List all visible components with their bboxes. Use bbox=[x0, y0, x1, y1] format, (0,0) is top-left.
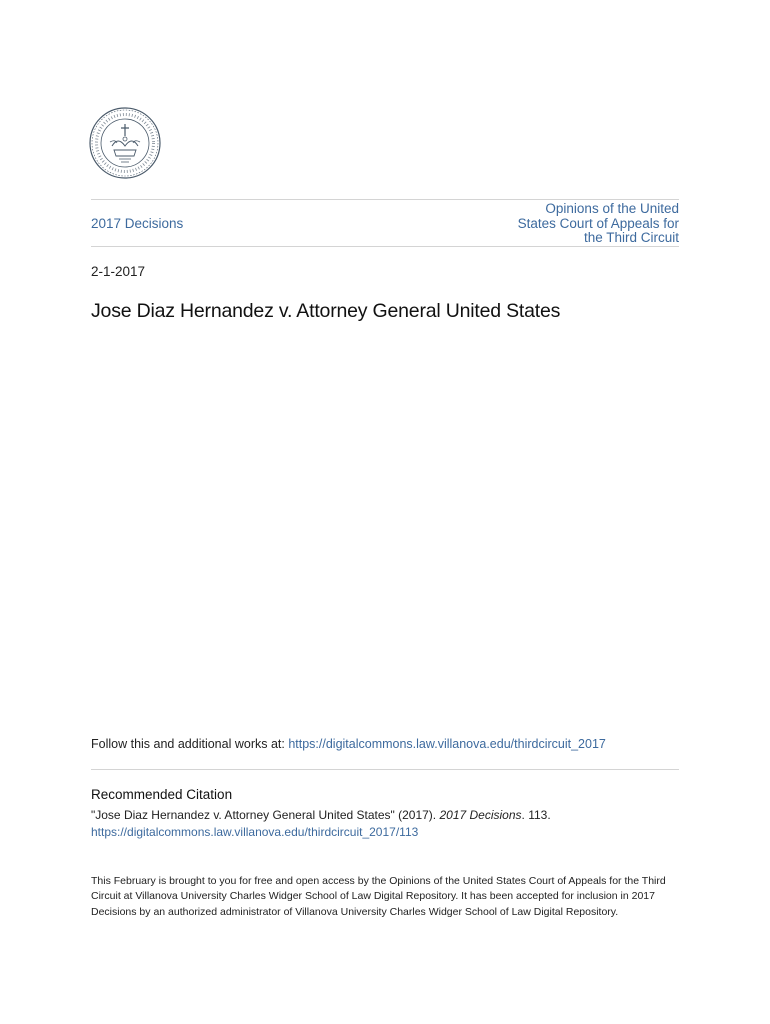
access-notice: This February is brought to you for free and open access by the Opinions of the United States Court of Appeals for the Third Circuit at Villanova University Charles Widger School of Law Digital Repository. It has been accepted for inclusion in 2017 Decisions by an authorized administrator of Villanova University Charles Widger School of Law Digital Repository. bbox=[91, 875, 666, 918]
citation-url-link[interactable]: https://digitalcommons.law.villanova.edu/thirdcircuit_2017/113 bbox=[91, 824, 419, 839]
citation-end: . 113. bbox=[521, 808, 551, 822]
series-link[interactable]: Opinions of the United States Court of Appeals for the Third Circuit bbox=[517, 201, 679, 245]
document-title: Jose Diaz Hernandez v. Attorney General United States bbox=[91, 300, 561, 322]
citation-start: "Jose Diaz Hernandez v. Attorney General United States" (2017). bbox=[91, 808, 440, 822]
citation-collection: 2017 Decisions bbox=[439, 808, 522, 822]
citation-text bbox=[91, 807, 681, 840]
citation-divider bbox=[91, 769, 679, 770]
follow-line bbox=[91, 737, 606, 751]
collection-link[interactable]: 2017 Decisions bbox=[91, 216, 184, 231]
header-top-rule bbox=[91, 199, 679, 200]
follow-url-link[interactable]: https://digitalcommons.law.villanova.edu/thirdcircuit_2017 bbox=[288, 737, 606, 751]
follow-prefix: Follow this and additional works at: bbox=[91, 737, 289, 751]
publication-date: 2-1-2017 bbox=[91, 264, 146, 279]
header-bottom-rule bbox=[91, 246, 679, 247]
citation-heading: Recommended Citation bbox=[91, 787, 233, 802]
villanova-seal-icon bbox=[88, 106, 162, 180]
